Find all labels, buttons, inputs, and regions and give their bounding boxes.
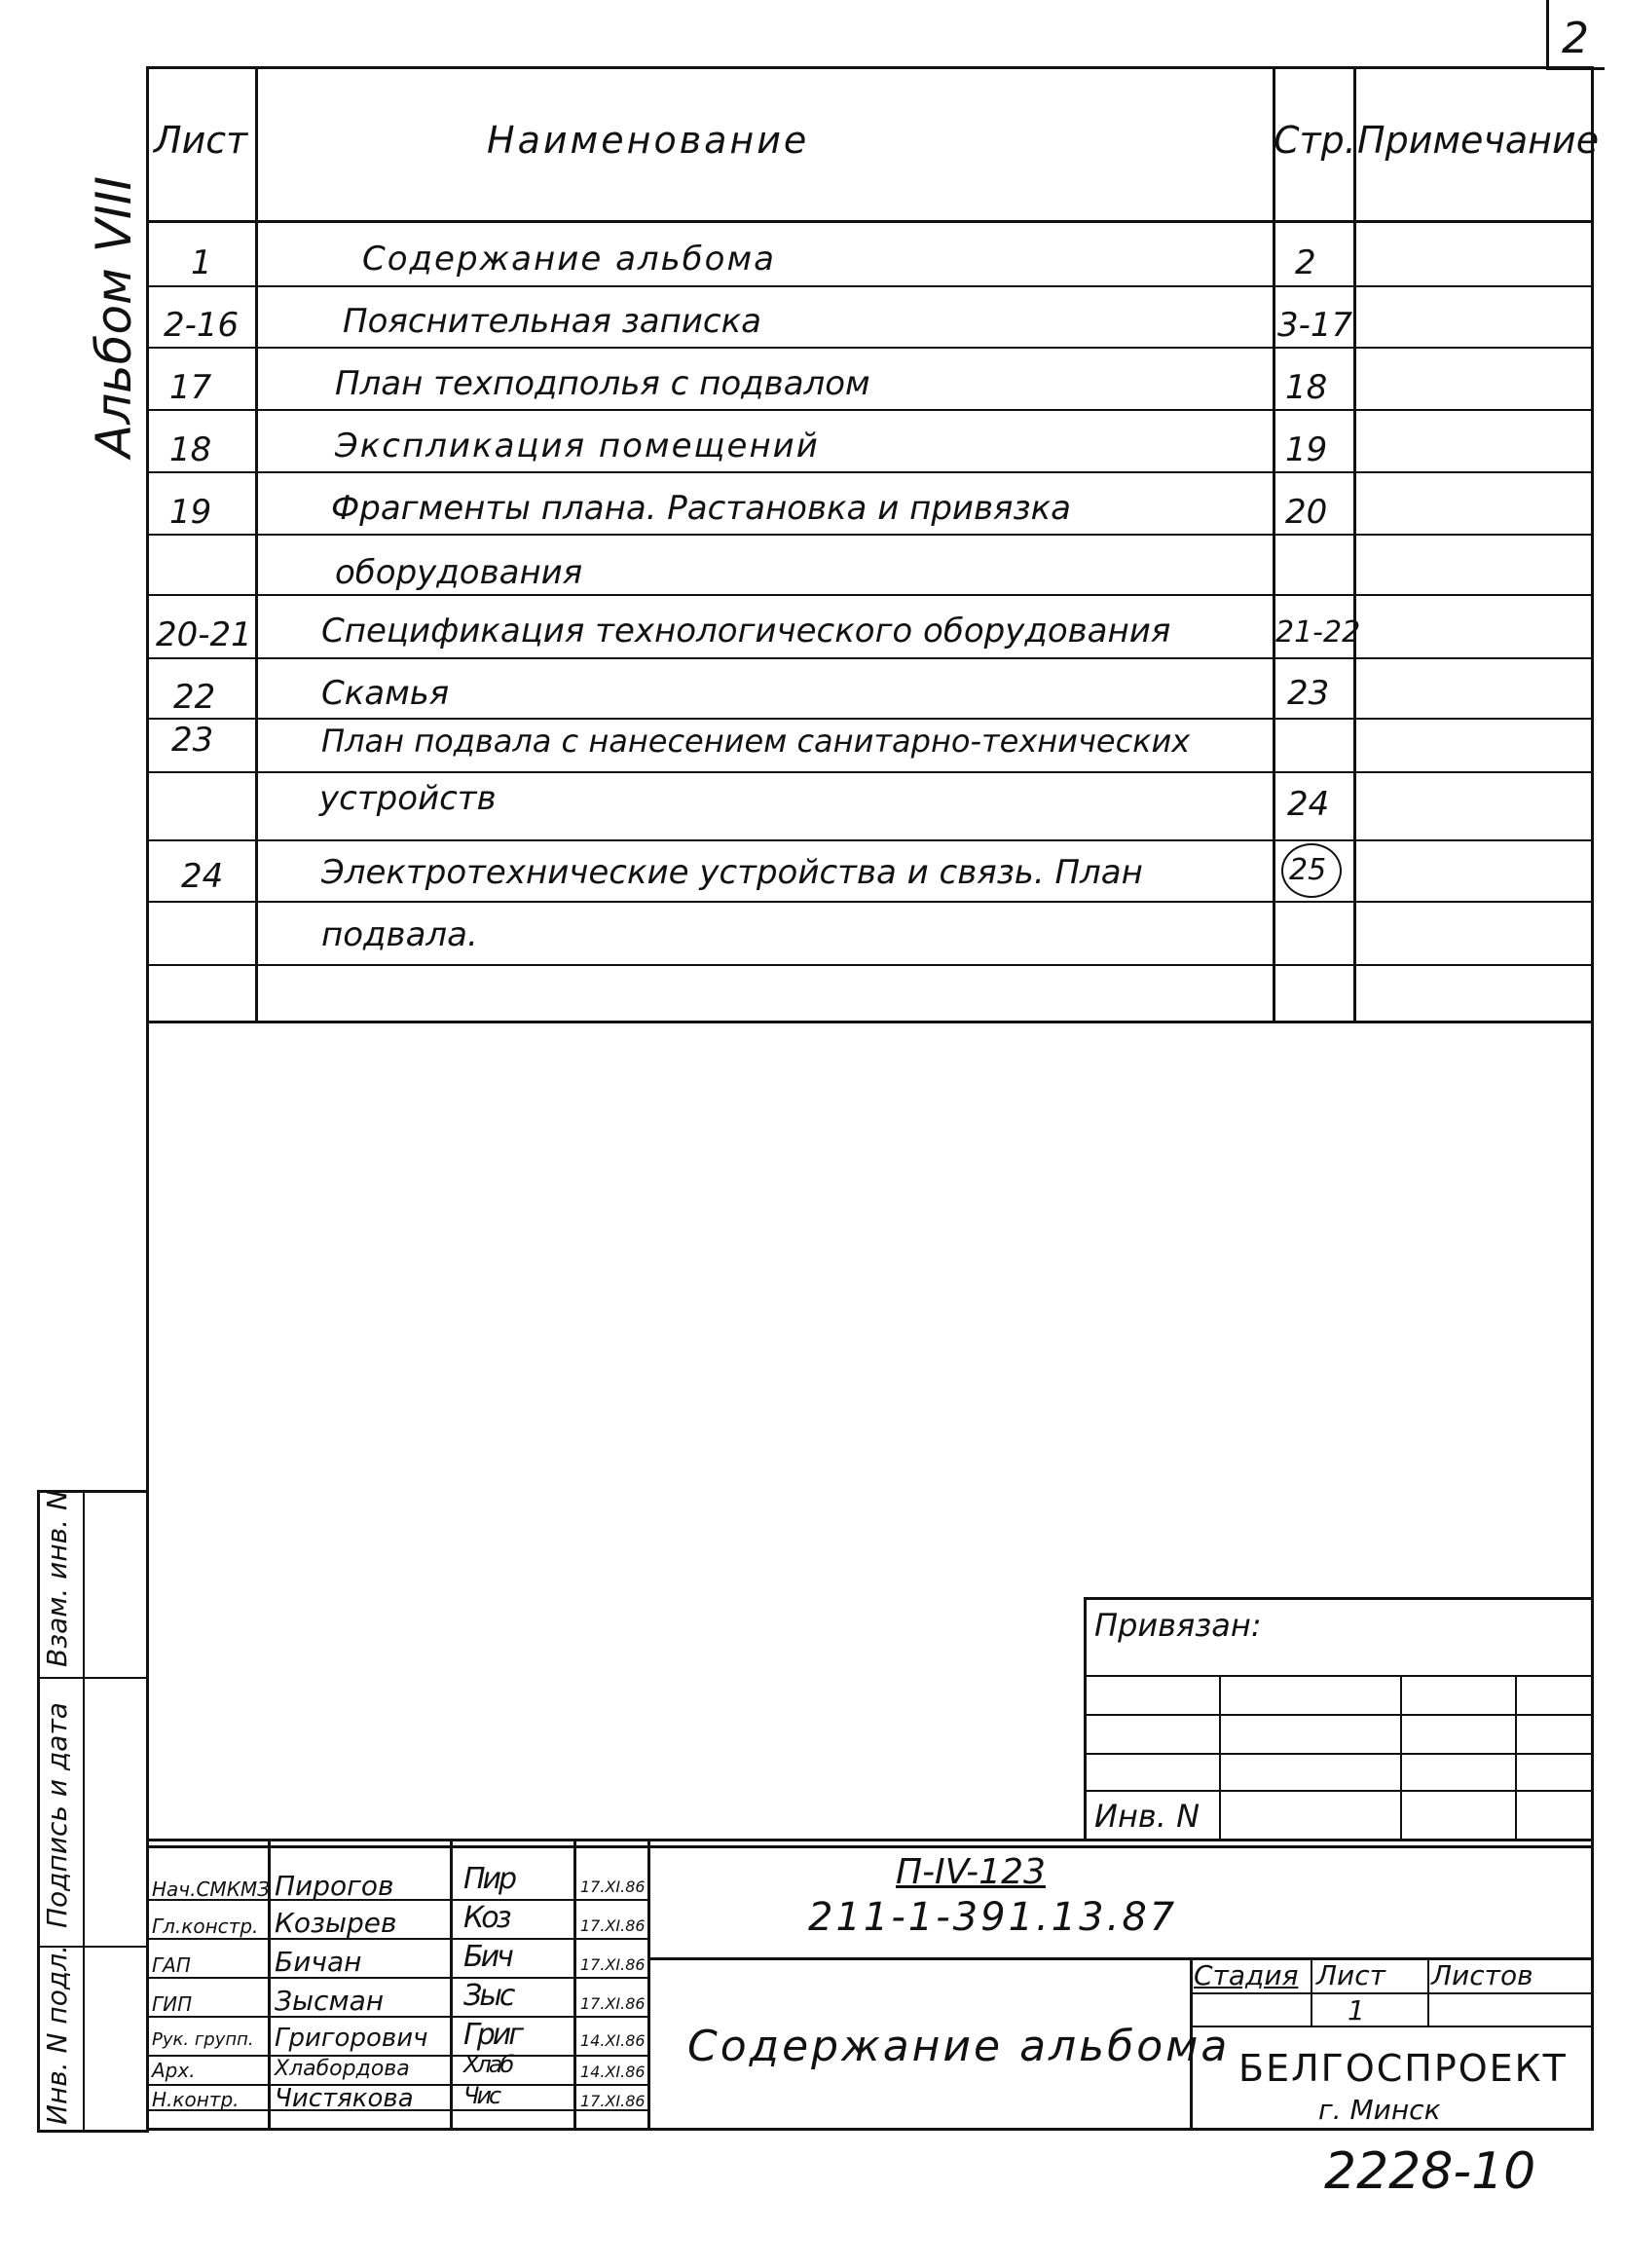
- person-signature: Бич: [463, 1940, 511, 1974]
- city: г. Минск: [1318, 2094, 1441, 2126]
- person-role: Арх.: [152, 2059, 196, 2082]
- row-line: [146, 285, 1594, 287]
- sheet-value: 1: [1348, 1994, 1365, 2026]
- row-sheet: 2-16: [164, 306, 240, 345]
- privyazan-col: [1400, 1675, 1402, 1840]
- row-sheet: 19: [169, 493, 212, 532]
- person-line: [146, 1977, 647, 1979]
- row-page: 21-22: [1275, 615, 1361, 650]
- left-stamp-line: [37, 1677, 149, 1679]
- row-line: [146, 471, 1594, 473]
- row-line: [146, 347, 1594, 349]
- person-signature: Зыс: [463, 1979, 513, 2013]
- person-signature: Коз: [463, 1901, 509, 1935]
- row-page: 25: [1289, 853, 1327, 887]
- sheet-title: Содержание альбома: [687, 2022, 1231, 2071]
- sheet-label: Лист: [1316, 1959, 1385, 1991]
- drawing-number: 2228-10: [1324, 2142, 1536, 2201]
- person-date: 17.XI.86: [580, 1878, 646, 1896]
- row-name: Электротехнические устройства и связь. План: [321, 853, 1143, 892]
- title-col: [1311, 1957, 1312, 2026]
- person-role: ГАП: [152, 1953, 191, 1977]
- row-name: План подвала с нанесением санитарно-технических: [321, 723, 1191, 760]
- page-number: 2: [1562, 14, 1589, 63]
- row-page: 20: [1285, 493, 1328, 532]
- row-sheet: 22: [173, 678, 216, 717]
- row-line: [146, 409, 1594, 411]
- person-name: Бичан: [275, 1946, 362, 1978]
- stage-label: Стадия: [1194, 1959, 1299, 1991]
- person-date: 17.XI.86: [580, 2092, 646, 2110]
- row-line: [146, 964, 1594, 966]
- row-name: Фрагменты плана. Растановка и привязка: [331, 489, 1071, 528]
- row-name: Спецификация технологического оборудования: [321, 612, 1171, 651]
- privyazan-line: [1084, 1714, 1594, 1716]
- person-signature: Пир: [463, 1862, 515, 1896]
- person-name: Козырев: [275, 1907, 397, 1939]
- row-name: Скамья: [321, 674, 450, 713]
- row-line: [146, 839, 1594, 841]
- header-bottom-line: [146, 220, 1594, 223]
- title-col: [1427, 1957, 1429, 2026]
- row-page: 19: [1285, 430, 1328, 469]
- title-col: [450, 1839, 453, 2131]
- person-date: 14.XI.86: [580, 2031, 646, 2050]
- privyazan-col: [1219, 1675, 1221, 1840]
- privyazan-line: [1084, 1790, 1594, 1792]
- privyazan-inv-label: Инв. N: [1094, 1798, 1200, 1835]
- code-line-2: 211-1-391.13.87: [808, 1895, 1178, 1940]
- row-line: [146, 534, 1594, 536]
- person-signature: Чис: [463, 2082, 499, 2109]
- row-name: подвала.: [321, 915, 478, 954]
- row-name: устройств: [319, 779, 497, 818]
- row-line: [146, 771, 1594, 773]
- title-line: [1190, 1992, 1594, 1994]
- person-signature: Хлаб: [463, 2051, 512, 2078]
- row-name: Пояснительная записка: [343, 302, 761, 341]
- title-col: [647, 1839, 650, 2131]
- row-sheet: 18: [169, 430, 212, 469]
- person-name: Хлабордова: [275, 2057, 410, 2081]
- row-line: [146, 594, 1594, 596]
- row-page: 2: [1295, 243, 1316, 282]
- privyazan-line: [1084, 1753, 1594, 1755]
- row-line: [146, 718, 1594, 720]
- person-role: ГИП: [152, 1992, 193, 2016]
- header-note: Примечание: [1357, 119, 1600, 162]
- col-divider-note: [1353, 66, 1356, 1022]
- vzam-inv-label: Взам. инв. N: [41, 1490, 73, 1667]
- person-role: Рук. групп.: [152, 2029, 254, 2050]
- person-name: Григорович: [275, 2024, 428, 2053]
- podpis-data-label: Подпись и дата: [41, 1702, 73, 1928]
- sheets-label: Листов: [1431, 1959, 1533, 1991]
- header-page: Стр.: [1274, 119, 1356, 162]
- row-page: 23: [1287, 674, 1330, 713]
- row-page: 3-17: [1277, 306, 1353, 345]
- row-page: 24: [1287, 785, 1330, 824]
- person-date: 17.XI.86: [580, 1916, 646, 1935]
- person-date: 17.XI.86: [580, 1955, 646, 1974]
- row-name: Экспликация помещений: [335, 427, 820, 465]
- person-date: 14.XI.86: [580, 2063, 646, 2081]
- title-line: [1190, 2026, 1594, 2027]
- col-divider-sheet: [255, 66, 258, 1022]
- row-name: План техподполья с подвалом: [335, 364, 870, 403]
- person-name: Зысман: [275, 1985, 385, 2017]
- person-name: Пирогов: [275, 1870, 394, 1902]
- row-sheet: 17: [169, 368, 212, 407]
- person-signature: Григ: [463, 2018, 522, 2052]
- header-sheet: Лист: [154, 119, 248, 162]
- row-sheet: 20-21: [156, 615, 252, 654]
- privyazan-label: Привязан:: [1094, 1607, 1262, 1644]
- row-sheet: 1: [191, 243, 212, 282]
- privyazan-col: [1515, 1675, 1517, 1840]
- row-line: [146, 657, 1594, 659]
- table-bottom-line: [146, 1021, 1594, 1023]
- row-page: 18: [1285, 368, 1328, 407]
- organization: БЕЛГОСПРОЕКТ: [1238, 2047, 1568, 2090]
- title-col: [573, 1839, 576, 2131]
- person-line: [146, 2016, 647, 2018]
- person-role: Нач.СМКМЗ: [152, 1878, 270, 1901]
- row-sheet: 24: [181, 857, 224, 896]
- person-role: Н.контр.: [152, 2088, 240, 2111]
- header-name: Наименование: [487, 119, 810, 162]
- row-sheet: 23: [171, 721, 214, 760]
- person-name: Чистякова: [275, 2084, 414, 2113]
- album-label: Альбом VIII: [86, 175, 142, 458]
- code-line-1: П-IV-123: [896, 1852, 1046, 1892]
- person-role: Гл.констр.: [152, 1915, 259, 1938]
- row-line: [146, 901, 1594, 903]
- inv-podl-label: Инв. N подл.: [41, 1945, 73, 2125]
- row-name: Содержание альбома: [362, 240, 776, 279]
- left-stamp-divider: [83, 1490, 85, 2133]
- person-date: 17.XI.86: [580, 1994, 646, 2013]
- col-divider-page: [1273, 66, 1275, 1022]
- privyazan-line: [1084, 1675, 1594, 1677]
- row-name: оборудования: [335, 553, 583, 592]
